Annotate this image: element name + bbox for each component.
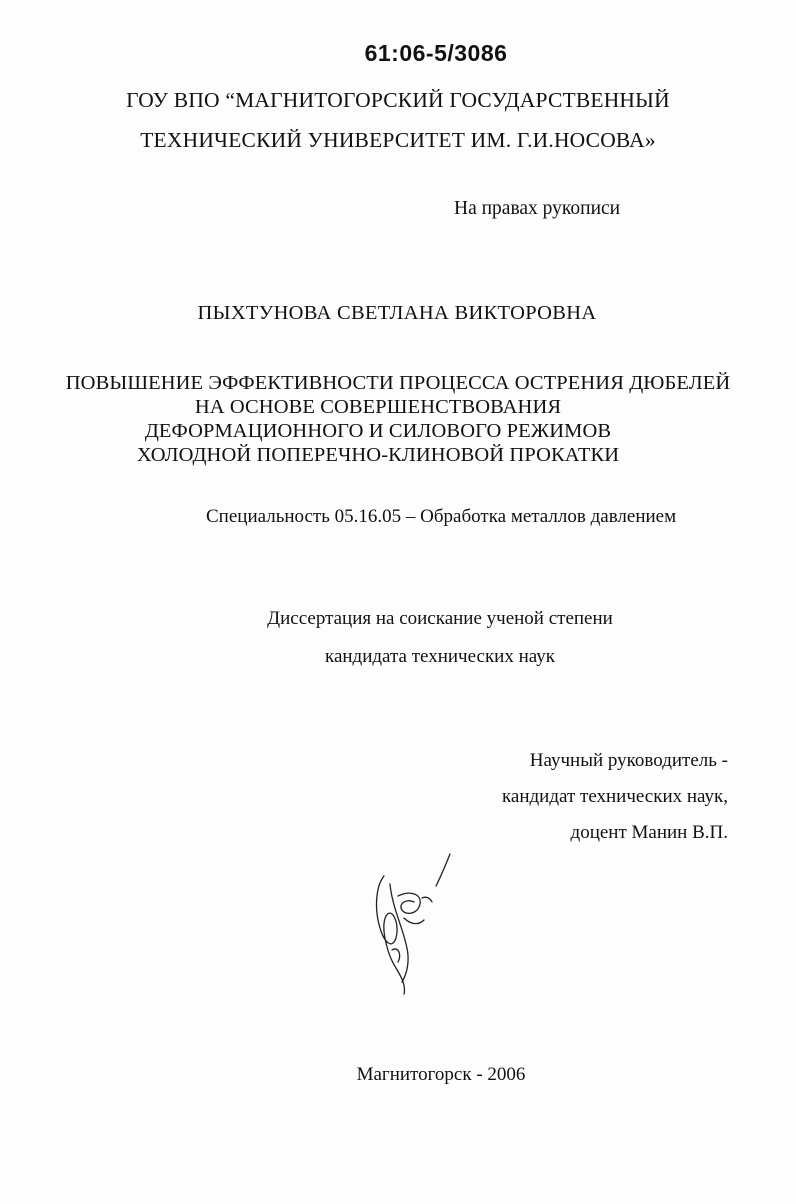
organization-name-line-1: ГОУ ВПО “МАГНИТОГОРСКИЙ ГОСУДАРСТВЕННЫЙ xyxy=(126,88,670,112)
handwritten-signature xyxy=(362,846,472,996)
registration-code: 61:06-5/3086 xyxy=(364,40,508,66)
supervisor-line-2: кандидат технических наук, xyxy=(501,786,728,807)
degree-statement-line-1: Диссертация на соискание ученой степени xyxy=(267,608,613,629)
thesis-title-line-1: ПОВЫШЕНИЕ ЭФФЕКТИВНОСТИ ПРОЦЕССА ОСТРЕНИЯ ДЮБЕЛЕЙ xyxy=(65,372,731,394)
thesis-title-line-2: НА ОСНОВЕ СОВЕРШЕНСТВОВАНИЯ xyxy=(194,396,562,418)
organization-name-line-2: ТЕХНИЧЕСКИЙ УНИВЕРСИТЕТ ИМ. Г.И.НОСОВА» xyxy=(140,128,656,152)
thesis-title-line-3: ДЕФОРМАЦИОННОГО И СИЛОВОГО РЕЖИМОВ xyxy=(144,420,612,442)
manuscript-rights-note: На правах рукописи xyxy=(454,198,621,219)
specialty-line: Специальность 05.16.05 – Обработка металлов давлением xyxy=(206,506,677,527)
supervisor-line-3: доцент Манин В.П. xyxy=(570,822,728,843)
place-and-year: Магнитогорск - 2006 xyxy=(356,1064,526,1085)
supervisor-line-1: Научный руководитель - xyxy=(529,750,728,771)
thesis-title-line-4: ХОЛОДНОЙ ПОПЕРЕЧНО-КЛИНОВОЙ ПРОКАТКИ xyxy=(136,444,620,466)
degree-statement-line-2: кандидата технических наук xyxy=(325,646,555,667)
author-name: ПЫХТУНОВА СВЕТЛАНА ВИКТОРОВНА xyxy=(197,302,597,324)
